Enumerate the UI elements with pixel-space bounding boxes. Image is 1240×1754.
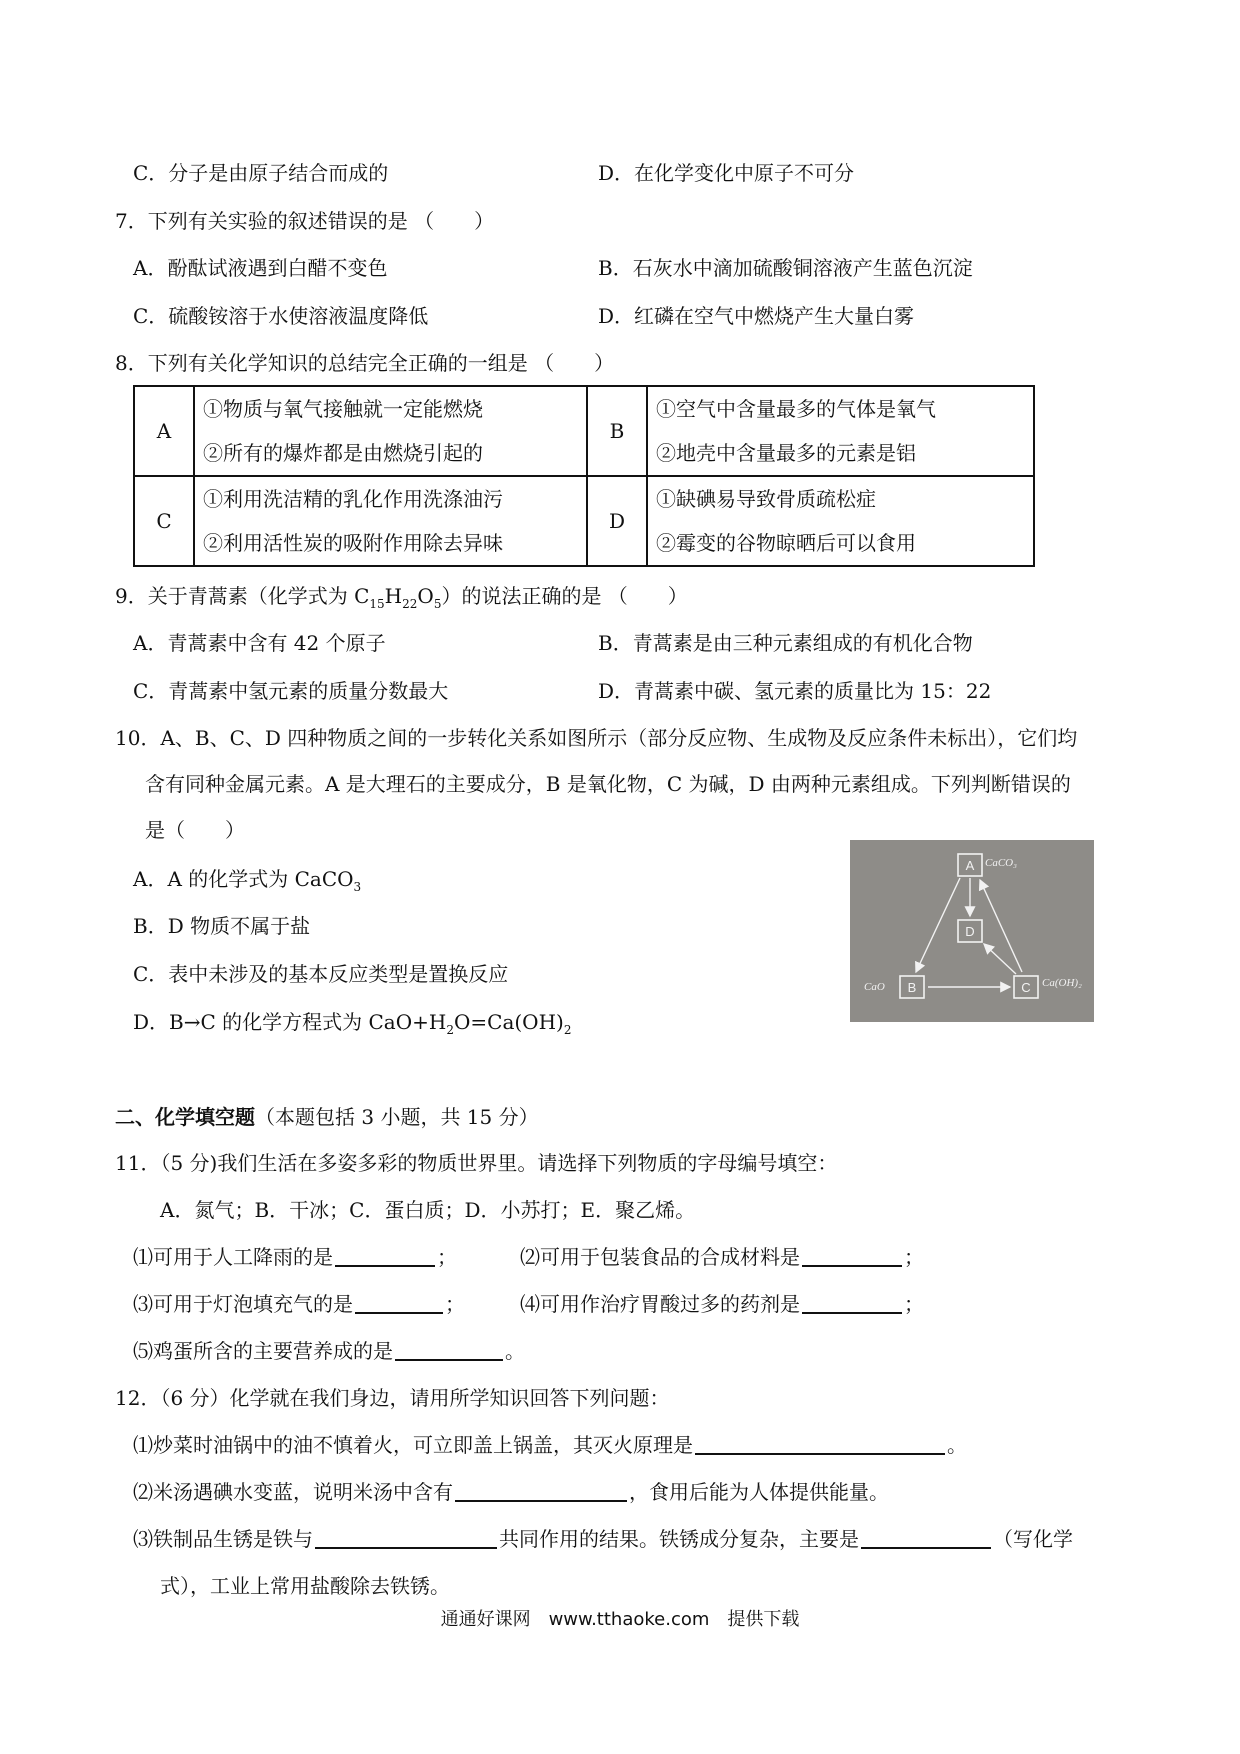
q12-part-3-middle: 共同作用的结果。铁锈成分复杂，主要是 [499,1527,859,1551]
q12-part-3-text: ⑶铁制品生锈是铁与 [133,1527,313,1551]
q11-part-1-semicolon: ； [437,1245,457,1269]
q11-answer-2-blank[interactable] [802,1245,902,1267]
q11-part-4-text: ⑷可用作治疗胃酸过多的药剂是 [520,1292,800,1316]
q11-part-5-period: 。 [505,1339,525,1363]
q7-stem: 7．下列有关实验的叙述错误的是 （ ） [115,209,495,233]
q6-option-d: D．在化学变化中原子不可分 [598,161,855,185]
q11-answer-1-blank[interactable] [335,1245,435,1267]
q10-node-c-note: Ca(OH)₂ [1042,977,1082,989]
q10-node-a-label: A [965,858,975,873]
q12-answer-3a-blank[interactable] [315,1527,497,1549]
q10-node-b-note: CaO [864,981,885,993]
q11-part-4 [520,1290,924,1318]
q9-option-b: B．青蒿素是由三种元素组成的有机化合物 [598,631,973,655]
page-footer: 通通好课网 www.tthaoke.com 提供下载 [440,1609,800,1630]
q9-stem [115,582,688,618]
q12-part-2-text: ⑵米汤遇碘水变蓝，说明米汤中含有 [133,1480,453,1504]
q11-part-3-semicolon: ； [445,1292,465,1316]
q9-stem-pre: 9．关于青蒿素（化学式为 C [115,584,370,608]
q12-stem: 12．（6 分）化学就在我们身边，请用所学知识回答下列问题： [115,1386,670,1410]
q8-cell-d-item-2: ②霉变的谷物晾晒后可以食用 [656,531,916,555]
q7-option-b: B．石灰水中滴加硫酸铜溶液产生蓝色沉淀 [598,256,973,280]
q8-cell-a [194,386,587,476]
q12-part-1-period: 。 [947,1433,967,1457]
q10-option-a-sub: 3 [353,880,362,894]
q7-option-d: D．红磷在空气中燃烧产生大量白雾 [598,304,915,328]
q10-option-d-text-1: D．B→C 的化学方程式为 CaO+H [133,1010,447,1034]
section-2-note: （本题包括 3 小题，共 15 分） [255,1105,539,1129]
q12-part-1 [133,1431,967,1459]
q8-cell-b-letter: B [587,386,647,476]
q9-sub-o: 5 [433,597,442,611]
q10-diagram-svg [850,840,1094,1022]
q10-option-c: C．表中未涉及的基本反应类型是置换反应 [133,962,509,986]
q10-arrow-c-to-a [980,880,1022,972]
q12-part-1-text: ⑴炒菜时油锅中的油不慎着火，可立即盖上锅盖，其灭火原理是 [133,1433,693,1457]
q9-sub-c: 15 [369,597,385,611]
q8-options-table [133,385,1035,567]
q9-sub-h: 22 [402,597,418,611]
q11-options: A．氮气；B．干冰；C．蛋白质；D．小苏打；E．聚乙烯。 [160,1198,696,1222]
q8-cell-b-item-2: ②地壳中含量最多的元素是铝 [656,441,916,465]
q12-answer-3b-blank[interactable] [861,1527,991,1549]
q10-arrow-a-to-b [916,878,960,972]
q8-cell-c-item-2: ②利用活性炭的吸附作用除去异味 [203,531,503,555]
q12-part-2 [133,1478,889,1506]
q10-node-d-label: D [965,924,975,939]
q7-option-a: A．酚酞试液遇到白醋不变色 [133,256,388,280]
q8-cell-c-letter: C [134,476,194,566]
q10-stem-line-2: 含有同种金属元素。A 是大理石的主要成分，B 是氧化物，C 为碱，D 由两种元素组成。下列判断错误的 [145,772,1071,796]
q11-stem: 11．（5 分)我们生活在多姿多彩的物质世界里。请选择下列物质的字母编号填空： [115,1151,838,1175]
q8-cell-b [647,386,1034,476]
q10-stem-line-1: 10．A、B、C、D 四种物质之间的一步转化关系如图所示（部分反应物、生成物及反应条件未标出），它们均 [115,726,1078,750]
q11-part-3-text: ⑶可用于灯泡填充气的是 [133,1292,353,1316]
q12-part-2-tail: ，食用后能为人体提供能量。 [629,1480,889,1504]
q7-option-c: C．硫酸铵溶于水使溶液温度降低 [133,304,429,328]
q11-part-5-text: ⑸鸡蛋所含的主要营养成的是 [133,1339,393,1363]
q11-part-2-text: ⑵可用于包装食品的合成材料是 [520,1245,800,1269]
q10-option-d-sub-1: 2 [446,1023,454,1037]
q8-cell-a-item-1: ①物质与氧气接触就一定能燃烧 [203,397,483,421]
q11-part-3 [133,1290,465,1318]
q8-cell-d-item-1: ①缺碘易导致骨质疏松症 [656,487,876,511]
q11-part-1 [133,1243,457,1271]
q10-node-a-note: CaCO₃ [985,857,1017,869]
q8-cell-b-item-1: ①空气中含量最多的气体是氧气 [656,397,936,421]
section-2-title: 二、化学填空题 [115,1105,255,1129]
q10-stem-line-3: 是（ ） [145,818,245,842]
q11-part-4-semicolon: ； [904,1292,924,1316]
q9-option-d: D．青蒿素中碳、氢元素的质量比为 15：22 [598,679,992,703]
q8-cell-c [194,476,587,566]
q11-answer-3-blank[interactable] [355,1292,443,1314]
q10-option-d-sub-2: 2 [563,1023,572,1037]
q6-option-c: C．分子是由原子结合而成的 [133,161,389,185]
q10-option-a [133,865,361,901]
q10-node-b-label: B [907,980,917,995]
q8-cell-d-letter: D [587,476,647,566]
q10-node-c-label: C [1021,980,1031,995]
q9-stem-post: ）的说法正确的是 （ ） [441,584,688,608]
q12-answer-1-blank[interactable] [695,1433,945,1455]
q9-o: O [417,584,434,608]
q12-part-3 [133,1525,1073,1553]
q11-part-1-text: ⑴可用于人工降雨的是 [133,1245,333,1269]
q12-answer-2-blank[interactable] [455,1480,627,1502]
q10-option-d [133,1008,571,1044]
q9-option-a: A．青蒿素中含有 42 个原子 [133,631,386,655]
q8-cell-d [647,476,1034,566]
q9-option-c: C．青蒿素中氢元素的质量分数最大 [133,679,449,703]
q11-answer-5-blank[interactable] [395,1339,503,1361]
section-2-heading [115,1103,539,1131]
q10-option-d-text-2: O=Ca(OH) [453,1010,564,1034]
q11-part-2 [520,1243,924,1271]
q11-part-2-semicolon: ； [904,1245,924,1269]
q11-part-5 [133,1337,525,1365]
q8-cell-a-item-2: ②所有的爆炸都是由燃烧引起的 [203,441,483,465]
q11-answer-4-blank[interactable] [802,1292,902,1314]
q8-cell-c-item-1: ①利用洗洁精的乳化作用洗涤油污 [203,487,503,511]
q12-part-3-tail: （写化学 [993,1527,1073,1551]
q8-stem: 8．下列有关化学知识的总结完全正确的一组是 （ ） [115,351,615,375]
q10-conversion-diagram [850,840,1094,1022]
q9-h: H [384,584,403,608]
q12-part-3-continuation: 式），工业上常用盐酸除去铁锈。 [160,1574,450,1598]
q8-cell-a-letter: A [134,386,194,476]
q10-option-a-text: A．A 的化学式为 CaCO [133,867,354,891]
q10-option-b: B．D 物质不属于盐 [133,914,311,938]
